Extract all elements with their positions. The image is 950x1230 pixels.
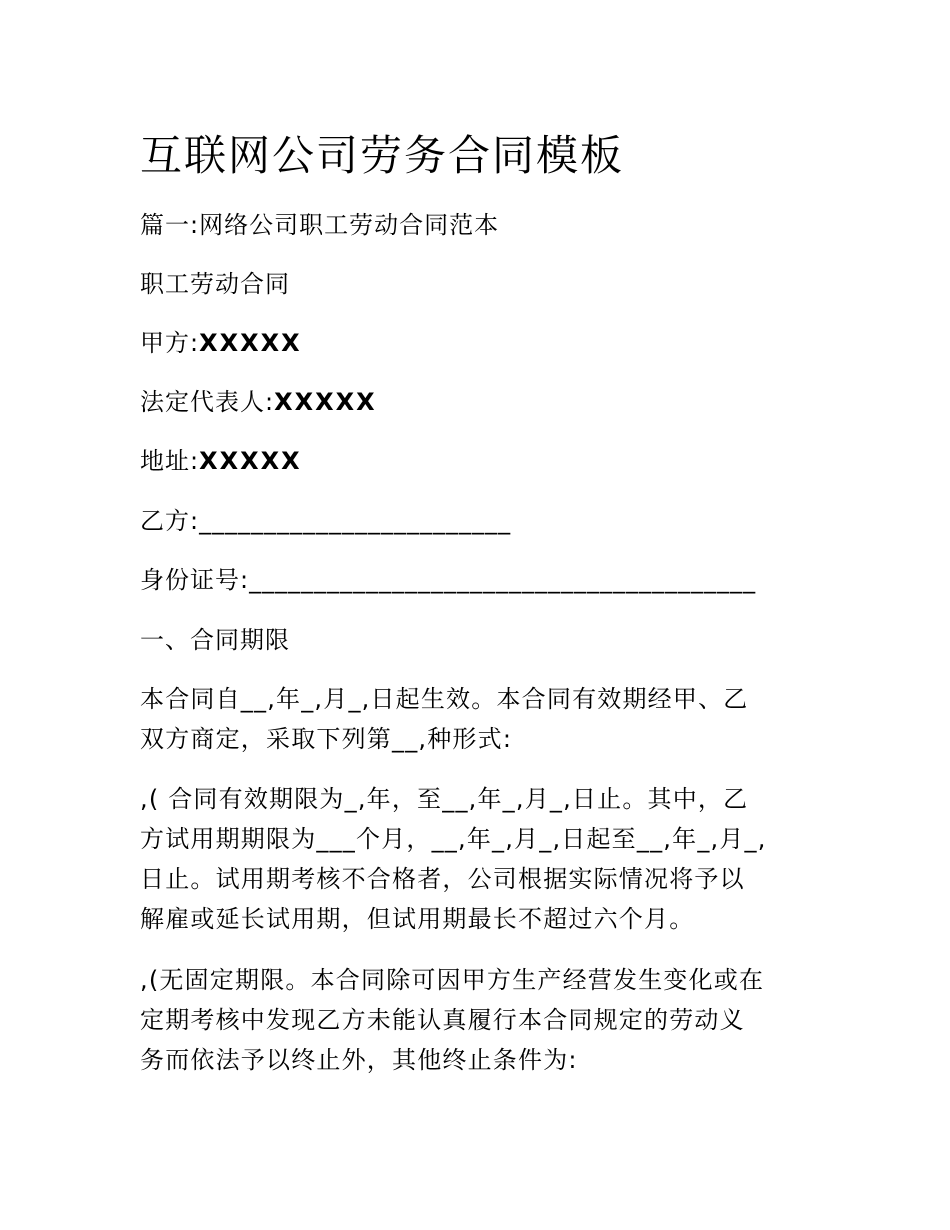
paragraph-line: 务而依法予以终止外，其他终止条件为: xyxy=(140,1046,578,1074)
address-value: XXXXX xyxy=(199,447,302,475)
legal-rep-label: 法定代表人: xyxy=(140,388,275,416)
chapter-heading: 篇一:网络公司职工劳动合同范本 xyxy=(140,211,500,239)
party-b-blank: ________________________ xyxy=(199,507,512,535)
document-title: 互联网公司劳务合同模板 xyxy=(140,131,625,180)
section-1-heading: 一、合同期限 xyxy=(140,626,290,654)
paragraph-line: 方试用期期限为___个月，__,年_,月_,日起至__,年_,月_, xyxy=(140,825,767,853)
party-b-line xyxy=(140,501,511,541)
paragraph-line: 解雇或延长试用期，但试用期最长不超过六个月。 xyxy=(140,905,695,933)
party-b-label: 乙方: xyxy=(140,507,200,535)
paragraph-line: ,( 合同有效期限为_,年，至__,年_,月_,日止。其中，乙 xyxy=(140,785,749,813)
paragraph-line: 本合同自__,年_,月_,日起生效。本合同有效期经甲、乙 xyxy=(140,685,749,713)
paragraph-fixed-term xyxy=(140,779,820,939)
paragraph-indefinite-term xyxy=(140,960,820,1080)
paragraph-effective-date xyxy=(140,679,820,759)
id-number-line xyxy=(140,560,756,600)
id-number-blank: _______________________________________ xyxy=(249,566,757,594)
id-number-label: 身份证号: xyxy=(140,566,250,594)
paragraph-line: 日止。试用期考核不合格者，公司根据实际情况将予以 xyxy=(140,865,745,893)
paragraph-line: 双方商定，采取下列第__,种形式: xyxy=(140,725,513,753)
address-line xyxy=(140,441,302,481)
legal-rep-value: XXXXX xyxy=(274,388,377,416)
party-a-label: 甲方: xyxy=(140,329,200,357)
paragraph-line: 定期考核中发现乙方未能认真履行本合同规定的劳动义 xyxy=(140,1006,745,1034)
legal-rep-line xyxy=(140,382,377,422)
address-label: 地址: xyxy=(140,447,200,475)
party-a-value: XXXXX xyxy=(199,329,302,357)
paragraph-line: ,(无固定期限。本合同除可因甲方生产经营发生变化或在 xyxy=(140,966,765,994)
contract-name: 职工劳动合同 xyxy=(140,270,290,298)
party-a-line xyxy=(140,323,302,363)
